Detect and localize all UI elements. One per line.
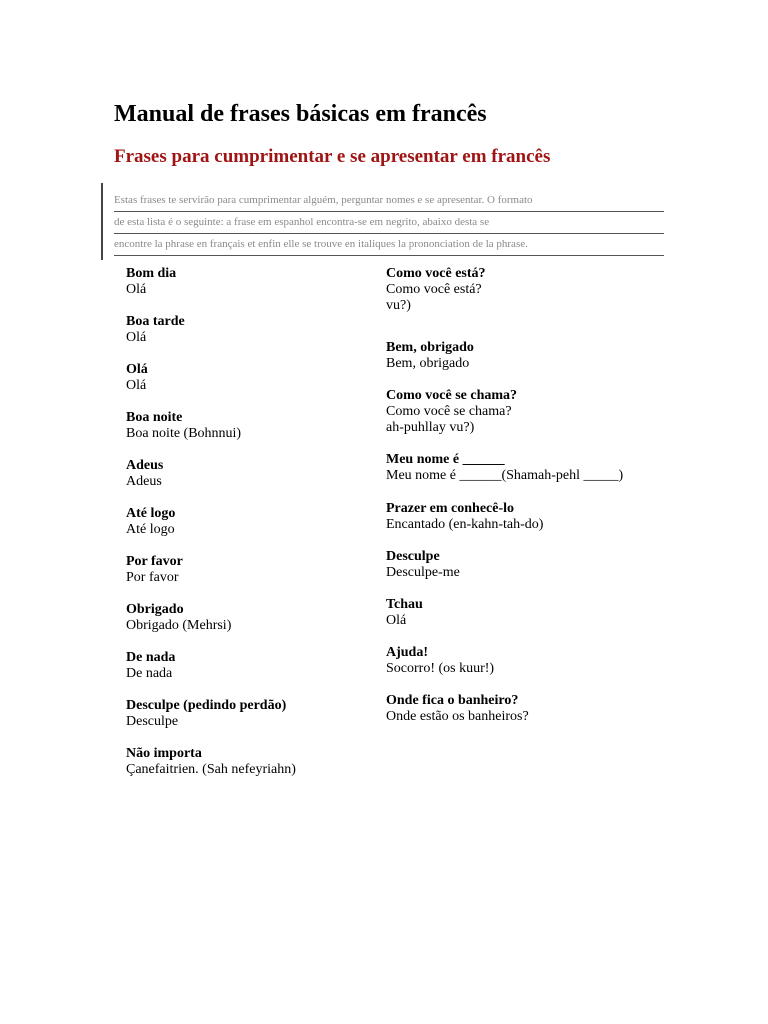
phrase-entry xyxy=(386,645,686,693)
phrase-list-right xyxy=(386,266,686,741)
phrase-term: De nada xyxy=(126,650,176,665)
phrase-translation: Olá xyxy=(126,330,147,345)
section-heading: Frases para cumprimentar e se apresentar em francês xyxy=(114,146,551,167)
phrase-translation: Bem, obrigado xyxy=(386,356,470,371)
phrase-entry xyxy=(386,266,686,340)
phrase-pronunciation: ah-puhllay vu?) xyxy=(386,420,475,435)
phrase-translation: Adeus xyxy=(126,474,162,489)
phrase-entry xyxy=(126,650,376,698)
phrase-entry xyxy=(386,597,686,645)
phrase-term: Ajuda! xyxy=(386,645,429,660)
phrase-list-left xyxy=(126,266,376,794)
phrase-entry xyxy=(126,458,376,506)
phrase-translation: Desculpe xyxy=(126,714,179,729)
intro-line: de esta lista é o seguinte: a frase em espanhol encontra-se em negrito, abaixo desta se xyxy=(114,212,664,234)
intro-paragraph xyxy=(114,190,664,256)
phrase-translation: Encantado (en-kahn-tah-do) xyxy=(386,517,544,532)
phrase-entry xyxy=(126,314,376,362)
phrase-translation: Por favor xyxy=(126,570,179,585)
phrase-entry xyxy=(386,501,686,549)
intro-line: encontre la phrase en français et enfin elle se trouve en italiques la prononciation de la phrase. xyxy=(114,234,664,256)
phrase-entry xyxy=(386,452,686,501)
phrase-translation: Desculpe-me xyxy=(386,565,460,580)
phrase-translation: Meu nome é ______(Shamah-pehl _____) xyxy=(386,468,624,483)
phrase-entry xyxy=(386,693,686,741)
phrase-term: Olá xyxy=(126,362,148,377)
phrase-entry xyxy=(126,554,376,602)
phrase-term: Como você está? xyxy=(386,266,486,281)
phrase-entry xyxy=(126,698,376,746)
phrase-entry xyxy=(126,410,376,458)
phrase-entry xyxy=(126,362,376,410)
phrase-entry xyxy=(386,549,686,597)
phrase-entry xyxy=(126,746,376,794)
phrase-entry xyxy=(126,602,376,650)
phrase-pronunciation: vu?) xyxy=(386,298,411,313)
phrase-translation: Boa noite (Bohnnui) xyxy=(126,426,242,441)
phrase-term: Desculpe xyxy=(386,549,440,564)
phrase-term: Por favor xyxy=(126,554,183,569)
page-title: Manual de frases básicas em francês xyxy=(114,101,487,127)
phrase-translation: Socorro! (os kuur!) xyxy=(386,661,495,676)
phrase-translation: Olá xyxy=(126,378,147,393)
phrase-term: Bom dia xyxy=(126,266,177,281)
phrase-translation: Çanefaitrien. (Sah nefeyriahn) xyxy=(126,762,296,777)
phrase-entry xyxy=(126,266,376,314)
phrase-term: Obrigado xyxy=(126,602,184,617)
phrase-translation: Como você se chama? xyxy=(386,404,512,419)
phrase-term: Como você se chama? xyxy=(386,388,518,403)
phrase-term: Onde fica o banheiro? xyxy=(386,693,519,708)
phrase-translation: Obrigado (Mehrsi) xyxy=(126,618,232,633)
phrase-term: Prazer em conhecê-lo xyxy=(386,501,515,516)
phrase-term: Até logo xyxy=(126,506,176,521)
phrase-translation: Olá xyxy=(126,282,147,297)
intro-margin-bar xyxy=(101,183,103,260)
phrase-translation: De nada xyxy=(126,666,173,681)
phrase-entry xyxy=(386,340,686,388)
phrase-term: Bem, obrigado xyxy=(386,340,474,355)
phrase-translation: Até logo xyxy=(126,522,175,537)
intro-line: Estas frases te servirão para cumprimentar alguém, perguntar nomes e se apresentar. O formato xyxy=(114,190,664,212)
phrase-translation: Olá xyxy=(386,613,407,628)
phrase-term: Boa noite xyxy=(126,410,183,425)
phrase-term: Boa tarde xyxy=(126,314,185,329)
phrase-term: Desculpe (pedindo perdão) xyxy=(126,698,287,713)
phrase-term: Meu nome é ______ xyxy=(386,452,505,467)
phrase-entry xyxy=(386,388,686,452)
phrase-translation: Como você está? xyxy=(386,282,482,297)
phrase-term: Não importa xyxy=(126,746,202,761)
phrase-term: Tchau xyxy=(386,597,423,612)
phrase-translation: Onde estão os banheiros? xyxy=(386,709,529,724)
phrase-term: Adeus xyxy=(126,458,164,473)
phrase-entry xyxy=(126,506,376,554)
